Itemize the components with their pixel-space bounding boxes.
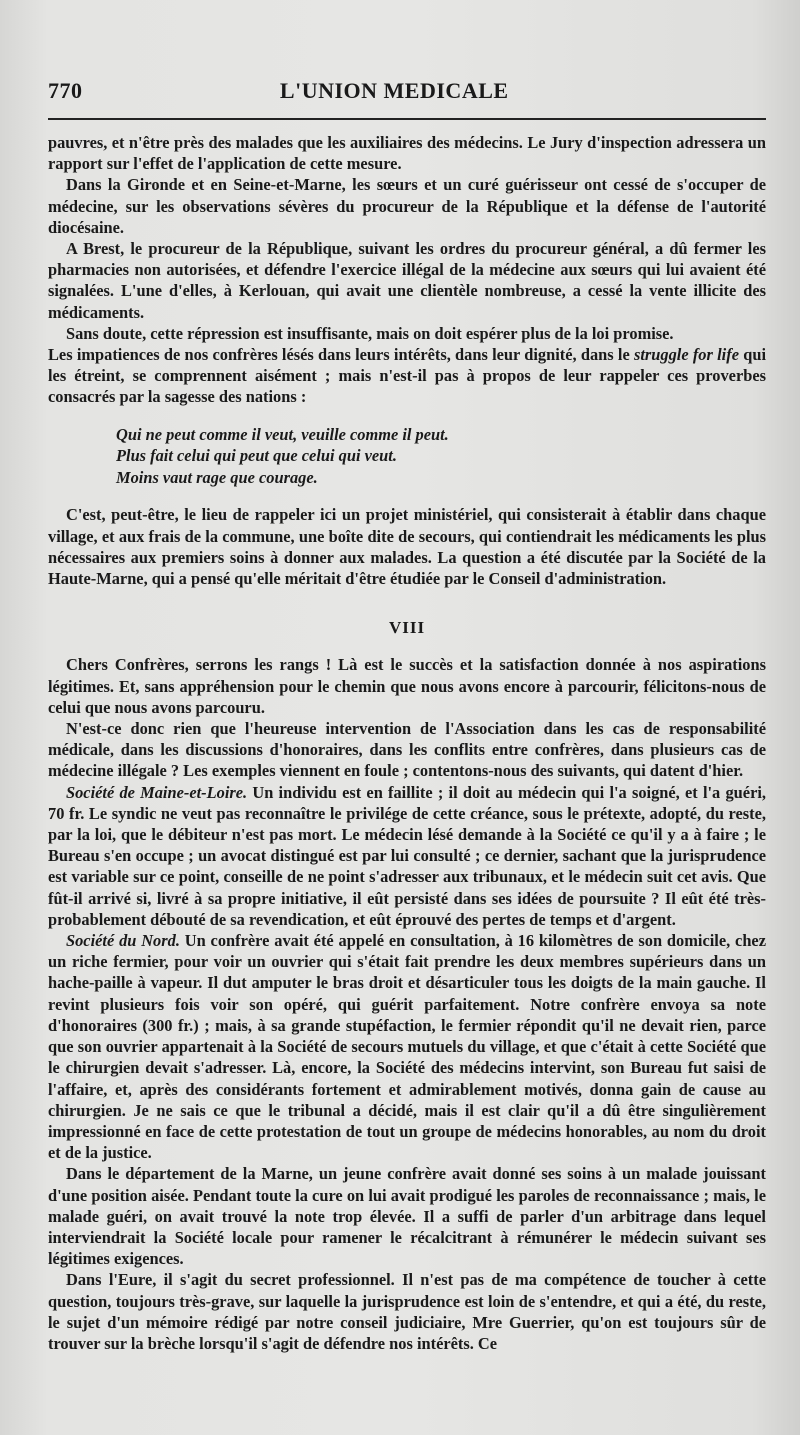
section-heading: VIII <box>388 618 426 638</box>
italic-phrase: struggle for life <box>633 345 739 365</box>
paragraph: N'est-ce donc rien que l'heureuse intervention de l'Association dans les cas de responsabilité médicale, dans les discussions d'honoraires, dans les conflits entre confrères, dans plusieurs cas de médecine illégale ? Les exemples viennent en foule ; contentons-nous des suivants, qui datent d'hier. <box>48 719 766 781</box>
proverb-line: Qui ne peut comme il veut, veuille comme il peut. <box>116 424 449 444</box>
text-segment: Un confrère avait été appelé en consultation, à 16 kilomètres de son domicile, chez un riche fermier, pour voir un ouvrier qui s'était fait prendre les deux membres supérieurs dans un hache-paille à vapeur. Il dut amputer le bras droit et désarticuler tous les doigts de la main gauche. Il revint plusieurs fois voir son opéré, qui guérit parfaitement. Notre confrère envoya sa note d'honoraires (300 fr.) ; mais, à sa grande stupéfaction, le fermier répondit qu'il ne devait rien, parce que son ouvrier appartenait à la Société de secours mutuels du village, et que c'était à cette Société que le chirurgien devait s'adresser. Là, encore, la Société des médecins intervint, son Bureau fut saisi de l'affaire, et, après des considérants fortement et admirablement motivés, donna gain de cause au chirurgien. Je ne sais ce que le tribunal a décidé, mais il est clair qu'il a dû être singulièrement impressionné en face de cette protestation de tout un groupe de médecins honorables, au nom du droit et de la justice. <box>48 931 766 1163</box>
text-segment: qui les étreint, se comprennent aisément ; mais n'est-il pas à propos de leur rappeler ces proverbes consacrés par la sagesse des nations : <box>48 345 766 407</box>
paragraph: Dans la Gironde et en Seine-et-Marne, les sœurs et un curé guérisseur ont cessé de s'occuper de médecine, sur les observations sévères du procureur de la République et la défense de l'autorité diocésaine. <box>48 175 766 237</box>
page-number: 770 <box>48 78 83 103</box>
paragraph: Sans doute, cette répression est insuffisante, mais on doit espérer plus de la loi promise. <box>66 323 674 343</box>
proverb-line: Moins vaut rage que courage. <box>116 467 318 487</box>
paragraph: C'est, peut-être, le lieu de rappeler ici un projet ministériel, qui consisterait à établir dans chaque village, et aux frais de la commune, une boîte dite de secours, qui contiendrait les médicaments les plus nécessaires aux premiers soins à donner aux malades. La question a été discutée par la Société de la Haute-Marne, qui a pensé qu'elle méritait d'être étudiée par le Conseil d'administration. <box>48 505 766 589</box>
page-header <box>48 78 766 104</box>
paragraph-nord <box>48 930 766 1163</box>
society-label: Société de Maine-et-Loire. <box>66 782 248 802</box>
paragraph-maine <box>48 782 766 930</box>
paragraph: A Brest, le procureur de la République, suivant les ordres du procureur général, a dû fermer les pharmacies non autorisées, et défendre l'exercice illégal de la médecine aux sœurs qui lui avaient été signalées. L'une d'elles, à Kerlouan, qui avait une clientèle nombreuse, a cessé la vente illicite des médicaments. <box>48 239 766 322</box>
proverb-block <box>116 424 766 489</box>
paragraph: Dans l'Eure, il s'agit du secret professionnel. Il n'est pas de ma compétence de toucher à cette question, toujours très-grave, sur laquelle la jurisprudence est loin de s'entendre, et qui a été, du reste, le sujet d'un mémoire rédigé par notre conseil judiciaire, Mre Guerrier, qu'on est toujours sûr de trouver sur la brèche lorsqu'il s'agit de défendre nos intérêts. Ce <box>48 1270 766 1353</box>
text-segment: Les impatiences de nos confrères lésés dans leurs intérêts, dans leur dignité, dans le <box>48 345 634 365</box>
text-segment: Un individu est en faillite ; il doit au médecin qui l'a soigné, et l'a guéri, 70 fr. Le syndic ne veut pas reconnaître le privilége de cette créance, sous le prétexte, adopté, du reste, par la loi, que le débiteur n'est pas mort. Le médecin lésé demande à la Société ce qu'il y a à faire ; le Bureau s'en occupe ; un avocat distingué est par lui consulté ; ce dernier, sachant que la jurisprudence est variable sur ce point, conseille de ne point s'adresser aux tribunaux, et le médecin suit cet avis. Que fût-il arrivé si, livré à sa propre initiative, il eût persisté dans ses idées de poursuite ? Il eût été très-probablement débouté de sa revendication, et eût éprouvé des pertes de temps et d'argent. <box>48 782 766 929</box>
proverb-line: Plus fait celui qui peut que celui qui veut. <box>116 446 397 466</box>
article-body <box>48 132 766 1354</box>
paragraph: Dans le département de la Marne, un jeune confrère avait donné ses soins à un malade jouissant d'une position aisée. Pendant toute la cure on lui avait prodigué les paroles de reconnaissance ; mais, le malade guéri, on avait trouvé la note trop élevée. Il a suffi de parler d'un arbitrage dans lequel interviendrait la Société locale pour ramener le récalcitrant à rémunérer le médecin suivant ses légitimes exigences. <box>48 1164 766 1269</box>
header-rule <box>48 118 766 120</box>
paragraph: pauvres, et n'être près des malades que les auxiliaires des médecins. Le Jury d'inspection adressera un rapport sur l'effet de l'application de cette mesure. <box>48 133 766 174</box>
paragraph: Chers Confrères, serrons les rangs ! Là est le succès et la satisfaction donnée à nos aspirations légitimes. Et, sans appréhension pour le chemin que nous avons encore à parcourir, félicitons-nous de celui que nous avons parcouru. <box>48 655 766 717</box>
paragraph-struggle <box>48 344 766 408</box>
journal-title: L'UNION MEDICALE <box>279 78 509 103</box>
society-label: Société du Nord. <box>66 931 180 951</box>
